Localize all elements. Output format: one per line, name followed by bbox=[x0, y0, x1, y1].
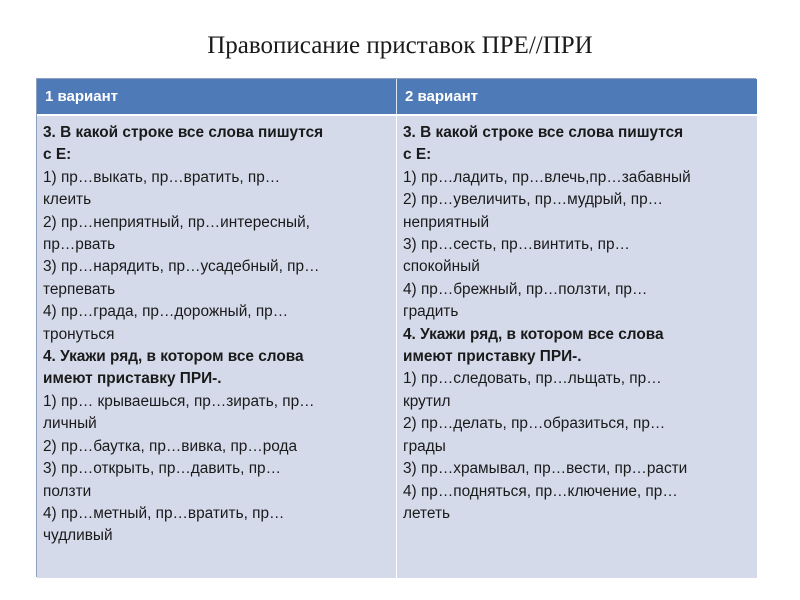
question-line: 4. Укажи ряд, в котором все слова bbox=[403, 325, 664, 343]
answer-line: терпевать bbox=[43, 280, 116, 298]
question-line: имеют приставку ПРИ-. bbox=[43, 370, 222, 388]
answer-line: лететь bbox=[403, 504, 451, 522]
answer-line: 3) пр…храмывал, пр…вести, пр…расти bbox=[403, 460, 688, 478]
variants-table bbox=[36, 78, 756, 577]
answer-line: пр…рвать bbox=[43, 236, 116, 254]
answer-line: 3) пр…сесть, пр…винтить, пр… bbox=[403, 236, 630, 254]
answer-line: 1) пр… крываешься, пр…зирать, пр… bbox=[43, 392, 315, 410]
question-line: с Е: bbox=[403, 146, 432, 164]
column-header-variant-1: 1 вариант bbox=[37, 79, 396, 114]
answer-line: градить bbox=[403, 303, 459, 321]
answer-line: 1) пр…следовать, пр…льщать, пр… bbox=[403, 370, 662, 388]
answer-line: спокойный bbox=[403, 258, 480, 276]
answer-line: ползти bbox=[43, 482, 92, 500]
answer-line: 4) пр…метный, пр…вратить, пр… bbox=[43, 504, 285, 522]
question-line: 4. Укажи ряд, в котором все слова bbox=[43, 348, 304, 366]
question-line: 3. В какой строке все слова пишутся bbox=[43, 124, 324, 141]
answer-line: 4) пр…брежный, пр…ползти, пр… bbox=[403, 280, 648, 298]
answer-line: 4) пр…града, пр…дорожный, пр… bbox=[43, 303, 289, 321]
answer-line: 2) пр…делать, пр…образиться, пр… bbox=[403, 415, 666, 433]
answer-line: неприятный bbox=[403, 213, 490, 231]
variant-2-cell bbox=[396, 114, 757, 578]
answer-line: крутил bbox=[403, 392, 451, 410]
answer-line: грады bbox=[403, 437, 446, 455]
answer-line: 3) пр…нарядить, пр…усадебный, пр… bbox=[43, 258, 320, 276]
answer-line: 2) пр…увеличить, пр…мудрый, пр… bbox=[403, 191, 664, 209]
answer-line: клеить bbox=[43, 191, 92, 209]
answer-line: 1) пр…выкать, пр…вратить, пр… bbox=[43, 168, 281, 186]
column-header-variant-2: 2 вариант bbox=[396, 79, 757, 114]
answer-line: 3) пр…открыть, пр…давить, пр… bbox=[43, 460, 281, 478]
variant-1-cell bbox=[37, 114, 396, 578]
page-title: Правописание приставок ПРЕ//ПРИ bbox=[207, 32, 593, 59]
answer-line: 4) пр…подняться, пр…ключение, пр… bbox=[403, 482, 678, 500]
answer-line: 2) пр…баутка, пр…вивка, пр…рода bbox=[43, 437, 298, 455]
question-line: с Е: bbox=[43, 146, 72, 164]
question-line: 3. В какой строке все слова пишутся bbox=[403, 124, 684, 141]
answer-line: 1) пр…ладить, пр…влечь,пр…забавный bbox=[403, 168, 691, 186]
answer-line: личный bbox=[43, 415, 97, 433]
question-line: имеют приставку ПРИ-. bbox=[403, 348, 582, 366]
answer-line: 2) пр…неприятный, пр…интересный, bbox=[43, 213, 310, 231]
answer-line: чудливый bbox=[43, 527, 113, 545]
answer-line: тронуться bbox=[43, 325, 115, 343]
